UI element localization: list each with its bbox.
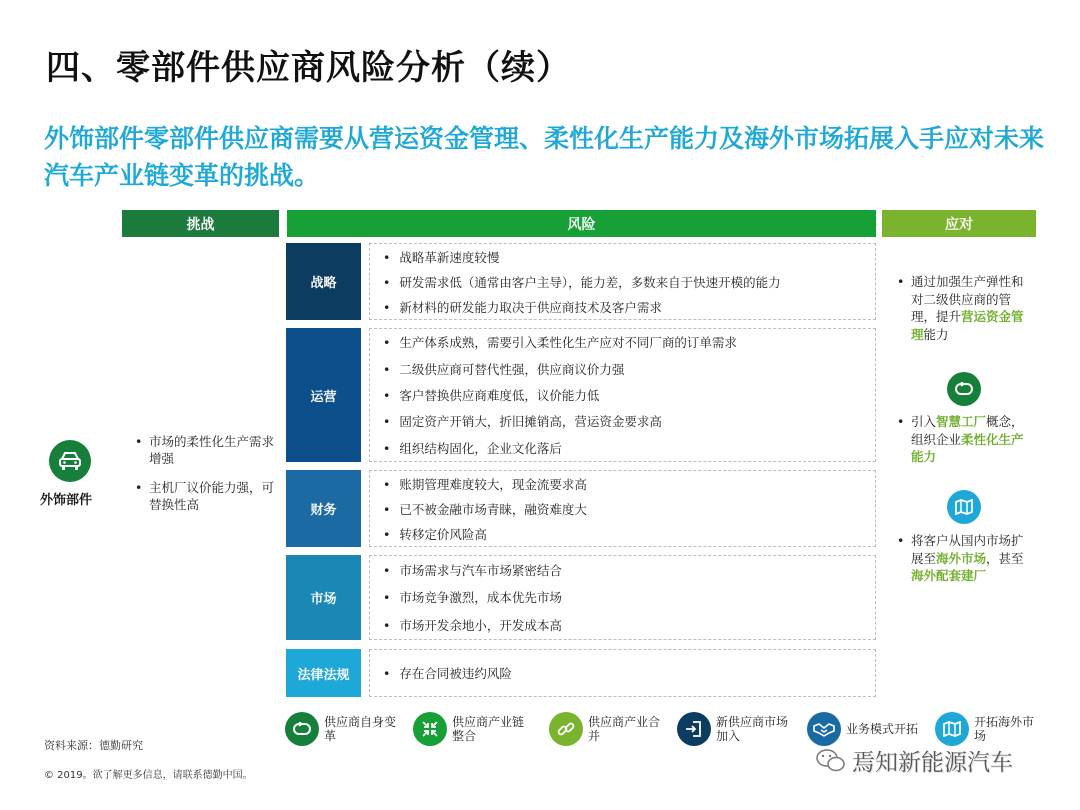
map-icon	[935, 712, 969, 746]
risk-item: • 市场竞争激烈，成本优先市场	[383, 588, 875, 606]
response-text: 引入	[911, 414, 937, 429]
risk-item: • 已不被金融市场青睐，融资难度大	[383, 500, 875, 518]
risk-item: • 客户替换供应商难度低，议价能力低	[383, 386, 875, 404]
response-highlight: 海外配套建厂	[911, 568, 987, 583]
response-highlight: 营运资金管理	[911, 309, 1024, 342]
car-icon	[49, 440, 91, 482]
legend-business-model	[807, 711, 926, 747]
risk-item: • 研发需求低（通常由客户主导），能力差，多数来自于快速开模的能力	[383, 273, 875, 291]
handshake-icon	[807, 712, 841, 746]
response-text: 能力	[923, 326, 949, 342]
legend-label: 新供应商市场加入	[716, 715, 789, 743]
response-3	[897, 532, 1032, 585]
risk-box-operations	[369, 328, 876, 462]
response-text: 通过加强生产弹性和对二级供应商的管理，提升	[911, 274, 1024, 324]
challenge-item: • 市场的柔性化生产需求增强	[135, 433, 275, 467]
risk-box-finance	[369, 470, 876, 547]
merge-link-icon	[549, 712, 583, 746]
risk-item: • 存在合同被违约风险	[383, 664, 875, 682]
risk-box-strategy	[369, 243, 876, 320]
risk-item: • 组织结构固化，企业文化落后	[383, 439, 875, 457]
risk-category-operations: 运营	[286, 328, 361, 462]
risk-item: • 账期管理难度较大，现金流要求高	[383, 475, 875, 493]
risk-item: • 转移定价风险高	[383, 525, 875, 543]
chat-bubble-icon	[816, 748, 846, 774]
risk-box-market	[369, 555, 876, 640]
page-title: 四、零部件供应商风险分析（续）	[46, 48, 571, 88]
response-highlight: 海外市场	[936, 550, 987, 566]
risk-item: • 战略革新速度较慢	[383, 248, 875, 266]
legend-label: 供应商产业链整合	[452, 715, 525, 743]
integration-icon	[413, 712, 447, 746]
response-highlight: 柔性化生产能力	[911, 431, 1024, 464]
page-subtitle: 外饰部件零部件供应商需要从营运资金管理、柔性化生产能力及海外市场拓展入手应对未来汽车产业链变革的挑战。	[44, 124, 1045, 190]
response-2	[897, 413, 1032, 466]
legend-label: 开拓海外市场	[974, 715, 1035, 743]
response-text: ，甚至	[986, 550, 1024, 566]
risk-category-strategy: 战略	[286, 243, 361, 320]
legend-self-change	[285, 711, 404, 747]
risk-item: • 市场开发余地小，开发成本高	[383, 616, 875, 634]
market-entry-icon	[677, 712, 711, 746]
self-change-icon	[947, 372, 981, 406]
risk-category-market: 市场	[286, 555, 361, 640]
risk-category-legal: 法律法规	[286, 649, 361, 697]
watermark	[816, 744, 1013, 777]
watermark-text: 焉知新能源汽车	[852, 750, 1013, 776]
response-text: 将客户从国内市场扩展至	[911, 533, 1024, 566]
copyright-note: © 2019。欲了解更多信息，请联系德勤中国。	[44, 770, 253, 781]
risk-box-legal	[369, 649, 876, 697]
risk-category-finance: 财务	[286, 470, 361, 547]
risk-item: • 固定资产开销大，折旧摊销高，营运资金要求高	[383, 412, 875, 430]
map-icon	[947, 490, 981, 524]
source-note: 资料来源：德勤研究	[44, 739, 143, 752]
challenge-list	[135, 433, 275, 525]
legend-label: 供应商自身变革	[324, 715, 397, 743]
header-risk: 风险	[287, 210, 876, 237]
legend-overseas	[935, 711, 1034, 747]
risk-item: • 新材料的研发能力取决于供应商技术及客户需求	[383, 298, 875, 316]
response-text: 概念，组织企业	[911, 414, 1024, 447]
legend-market-entry	[677, 711, 796, 747]
response-1	[897, 273, 1032, 343]
response-highlight: 智慧工厂	[936, 414, 987, 429]
header-challenge: 挑战	[122, 210, 279, 237]
legend-label: 业务模式开拓	[846, 722, 919, 736]
legend-label: 供应商产业合并	[588, 715, 661, 743]
self-change-icon	[285, 712, 319, 746]
risk-item: • 二级供应商可替代性强，供应商议价力强	[383, 360, 875, 378]
header-response: 应对	[882, 210, 1036, 237]
legend-integration	[413, 711, 532, 747]
part-label: 外饰部件	[40, 493, 93, 508]
challenge-item: • 主机厂议价能力强，可替换性高	[135, 479, 275, 513]
risk-item: • 市场需求与汽车市场紧密结合	[383, 561, 875, 579]
legend-merge	[549, 711, 668, 747]
risk-item: • 生产体系成熟，需要引入柔性化生产应对不同厂商的订单需求	[383, 333, 875, 351]
